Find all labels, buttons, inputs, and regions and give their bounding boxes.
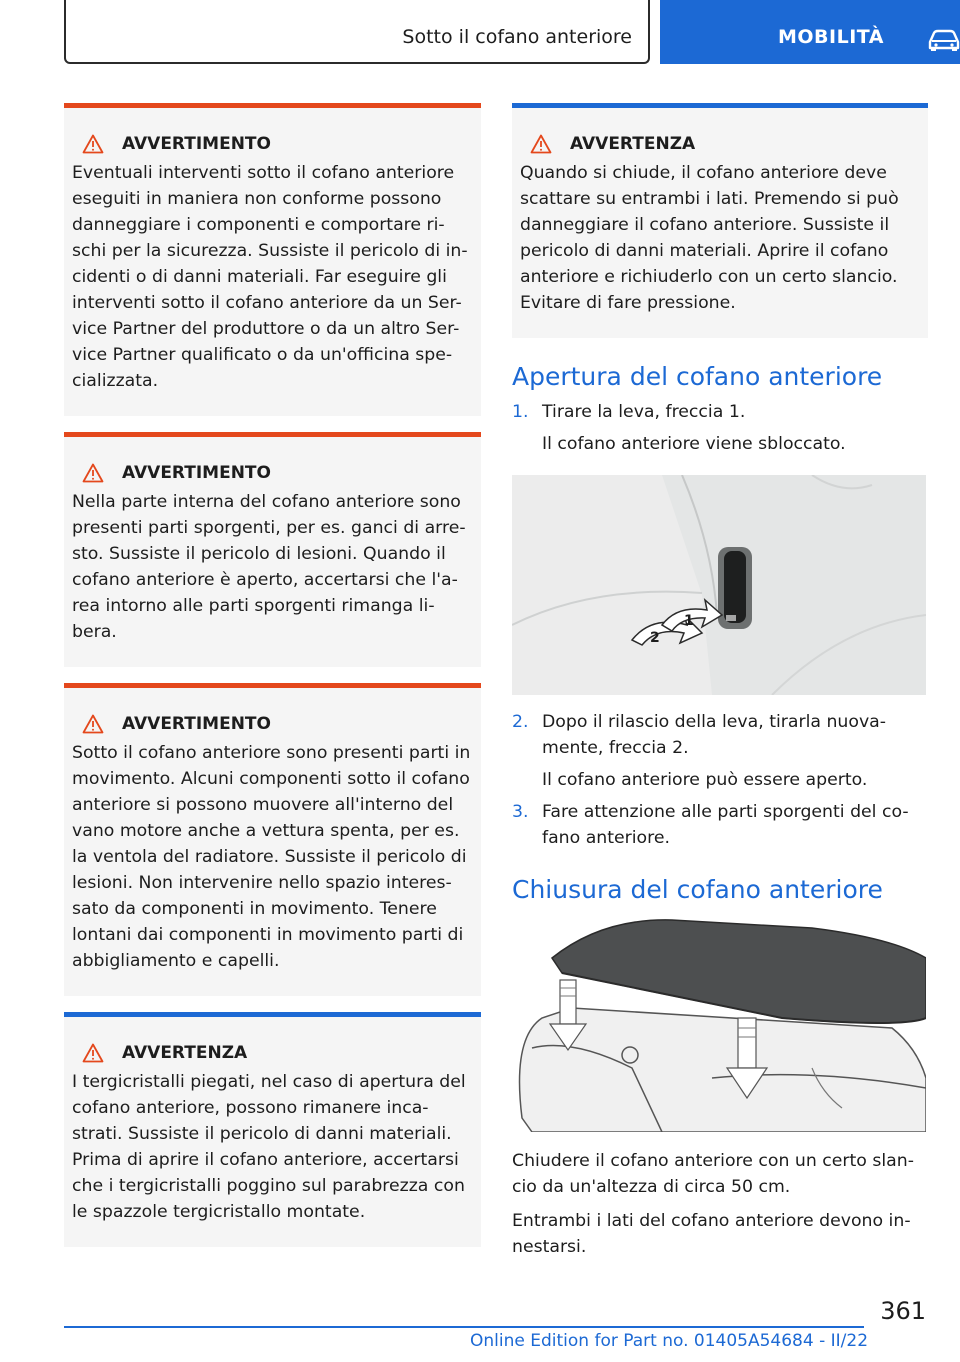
arrow-label: 2 (650, 630, 660, 646)
step-1 (512, 399, 928, 425)
warning-title: AVVERTIMENTO (122, 463, 271, 483)
warning-triangle-icon (82, 134, 104, 154)
step-number: 2. (512, 712, 529, 732)
notice-box (64, 1012, 481, 1247)
closing-note: Entrambi i lati del cofano anteriore devono in- nestarsi. (512, 1211, 911, 1257)
notice-title: AVVERTENZA (122, 1043, 248, 1063)
section-header (64, 0, 650, 64)
chapter-title: MOBILITÀ (778, 26, 884, 48)
chapter-tab (660, 0, 960, 64)
warning-triangle-icon (82, 714, 104, 734)
warning-text: Eventuali interventi sotto il cofano anteriore eseguiti in maniera non conforme possono danneggiare i componenti e comportare ri- schi per la sicurezza. Sussiste il pericolo di in- cidenti o di danni materiali. Far eseguire gli interventi sotto il cofano anteriore da un Ser- vice Partner del produttore o da un altro Ser- vice Partner qualificato o da un'officina spe- cializzata. (72, 163, 468, 391)
page-number: 361 (880, 1297, 926, 1325)
notice-text: Quando si chiude, il cofano anteriore deve scattare su entrambi i lati. Premendo si può danneggiare il cofano anteriore. Sussiste il pericolo di danni materiali. Aprire il cofano anteriore e richiuderlo con un certo slancio. Evitare di fare pressione. (520, 163, 899, 313)
right-column (512, 103, 928, 1268)
step-number: 1. (512, 402, 529, 422)
step-number: 3. (512, 802, 529, 822)
warning-triangle-icon (82, 463, 104, 483)
step-text: Fare attenzione alle parti sporgenti del co- fano anteriore. (542, 802, 909, 848)
car-icon (926, 28, 960, 52)
closing-heading: Chiusura del cofano anteriore (512, 875, 883, 904)
step-2 (512, 709, 928, 761)
warning-text: Sotto il cofano anteriore sono presenti parti in movimento. Alcuni componenti sotto il cofano anteriore si possono muovere all'interno del vano motore anche a vettura spenta, per es. la ventola del radiatore. Sussiste il pericolo di lesioni. Non intervenire nello spazio interes- sato da componenti in movimento. Tenere lontani dai componenti in movimento parti di abbigliamento e capelli. (72, 743, 471, 971)
step-result: Il cofano anteriore viene sbloccato. (542, 434, 846, 454)
warning-triangle-icon (530, 134, 552, 154)
warning-title: AVVERTIMENTO (122, 714, 271, 734)
edition-note: Online Edition for Part no. 01405A54684 - II/22 (470, 1331, 869, 1351)
step-result: Il cofano anteriore può essere aperto. (542, 770, 868, 790)
left-column (64, 103, 481, 1263)
hood-closing-illustration (512, 918, 926, 1132)
warning-title: AVVERTIMENTO (122, 134, 271, 154)
warning-triangle-icon (82, 1043, 104, 1063)
notice-title: AVVERTENZA (570, 134, 696, 154)
step-text: Dopo il rilascio della leva, tirarla nuova- mente, freccia 2. (542, 712, 886, 758)
warning-box (64, 432, 481, 667)
hood-release-lever-illustration (512, 475, 926, 695)
warning-text: Nella parte interna del cofano anteriore sono presenti parti sporgenti, per es. ganci di arre- sto. Sussiste il pericolo di lesioni. Quando il cofano anteriore è aperto, accertarsi che l'a- rea intorno alle parti sporgenti rimanga li- bera. (72, 492, 466, 642)
warning-box (64, 103, 481, 416)
closing-instruction: Chiudere il cofano anteriore con un certo slan- cio da un'altezza di circa 50 cm. (512, 1151, 914, 1197)
footer-divider (64, 1326, 864, 1328)
notice-box (512, 103, 928, 338)
notice-text: I tergicristalli piegati, nel caso di apertura del cofano anteriore, possono rimanere inca- strati. Sussiste il pericolo di danni materiali. Prima di aprire il cofano anteriore, accertarsi che i tergicristalli poggino sul parabrezza con le spazzole tergicristallo montate. (72, 1072, 466, 1222)
arrow-label: 1 (684, 613, 694, 629)
warning-box (64, 683, 481, 996)
step-3 (512, 799, 928, 851)
section-title: Sotto il cofano anteriore (402, 26, 632, 48)
opening-heading: Apertura del cofano anteriore (512, 362, 883, 391)
step-text: Tirare la leva, freccia 1. (542, 402, 746, 422)
